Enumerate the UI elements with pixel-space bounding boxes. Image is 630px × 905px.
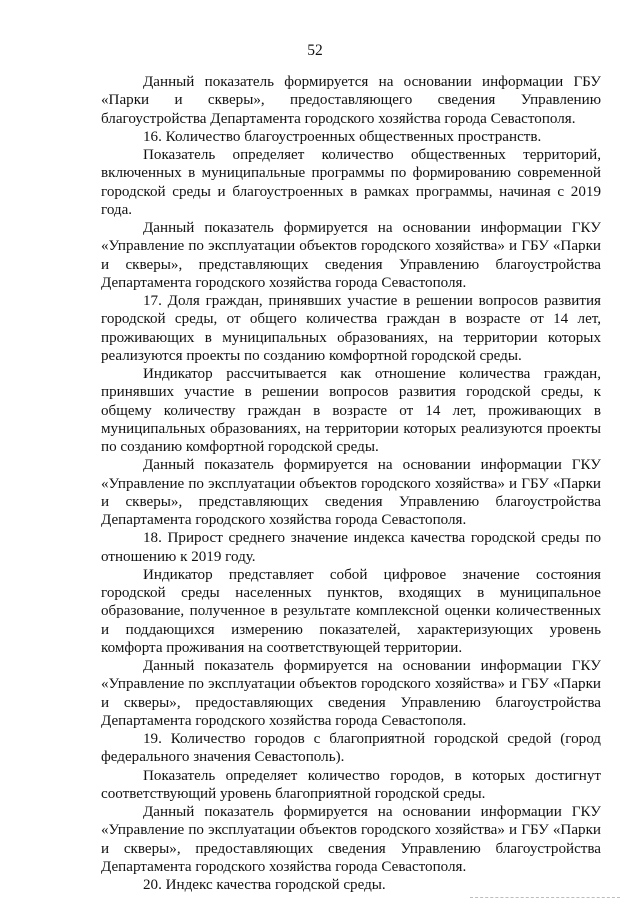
paragraph-item-19-title: 19. Количество городов с благоприятной городской средой (город федерального значения Севастополь). [101, 731, 601, 766]
paragraph-item-19-source: Данный показатель формируется на основании информации ГКУ «Управление по эксплуатации объектов городского хозяйства» и ГБУ «Парки и скверы», предоставляющих сведения Управлению благоустройства Департамента городского хозяйства города Севастополя. [101, 804, 601, 875]
paragraph-source-parks: Данный показатель формируется на основании информации ГБУ «Парки и скверы», предоставляющего сведения Управлению благоустройства Департамента городского хозяйства города Севастополя. [101, 74, 601, 127]
paragraph-item-16-description: Показатель определяет количество общественных территорий, включенных в муниципальные программы по формированию современной городской среды и благоустроенных в рамках программы, начиная с 2019 года. [101, 147, 601, 218]
paragraph-item-16-title: 16. Количество благоустроенных общественных пространств. [143, 128, 542, 145]
page-number: 52 [307, 42, 323, 59]
paragraph-item-18-title: 18. Прирост среднего значение индекса качества городской среды по отношению к 2019 году. [101, 530, 601, 565]
paragraph-item-18-description: Индикатор представляет собой цифровое значение состояния городской среды населенных пунктов, входящих в муниципальное образование, полученное в результате комплексной оценки количественных и поддающихся измерению показателей, характеризующих уровень комфорта проживания на соответствующей территории. [101, 566, 601, 656]
document-body [101, 73, 601, 894]
paragraph-item-20-title: 20. Индекс качества городской среды. [143, 877, 386, 893]
paragraph-item-18-source: Данный показатель формируется на основании информации ГКУ «Управление по эксплуатации объектов городского хозяйства» и ГБУ «Парки и скверы», предоставляющих сведения Управлению благоустройства Департамента городского хозяйства города Севастополя. [101, 658, 601, 729]
paragraph-item-17-description: Индикатор рассчитывается как отношение количества граждан, принявших участие в решении вопросов развития городской среды, к общему количеству граждан в возрасте от 14 лет, проживающих в муниципальных образованиях, на территории которых реализуются проекты по созданию комфортной городской среды. [101, 366, 601, 455]
paragraph-item-19-description: Показатель определяет количество городов, в которых достигнут соответствующий уровень благоприятной городской среды. [101, 767, 601, 802]
paragraph-item-17-title: 17. Доля граждан, принявших участие в решении вопросов развития городской среды, от общего количества граждан в возрасте от 14 лет, проживающих в муниципальных образованиях, на территории которых реализуются проекты по созданию комфортной городской среды. [101, 293, 601, 364]
paragraph-item-16-source: Данный показатель формируется на основании информации ГКУ «Управление по эксплуатации объектов городского хозяйства» и ГБУ «Парки и скверы», представляющих сведения Управлению благоустройства Департамента городского хозяйства города Севастополя. [101, 220, 601, 291]
scan-edge-divider [470, 897, 620, 898]
paragraph-item-17-source: Данный показатель формируется на основании информации ГКУ «Управление по эксплуатации объектов городского хозяйства» и ГБУ «Парки и скверы», представляющих сведения Управлению благоустройства Департамента городского хозяйства города Севастополя. [101, 457, 601, 528]
